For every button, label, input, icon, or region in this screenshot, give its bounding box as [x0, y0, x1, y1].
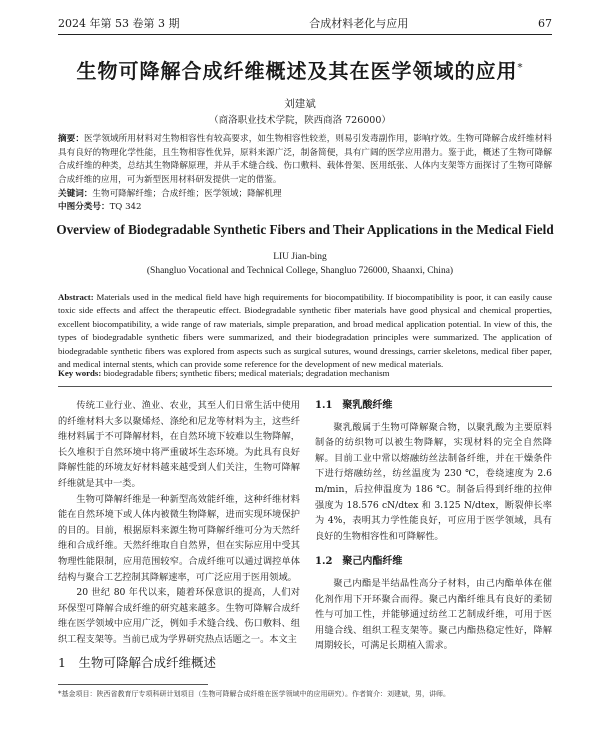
footnote: *基金项目：陕西省教育厅专项科研计划项目（生物可降解合成纤维在医学领域中的应用研究）。作者简介：刘建斌，男，讲师。: [58, 690, 450, 698]
abstract-english: [58, 291, 552, 371]
body-paragraph: 生物可降解纤维是一种新型高效能纤维，这种纤维材料能在自然环境下或人体内被微生物降解，进而实现环境保护的目的。目前，根据原料来源生物可降解纤维可分为天然纤维和合成纤维。天然纤维取自自然界，但在实际应用中受其物理性能限制，应用范围较窄。合成纤维可以通过调控单体结构与聚合工艺控制其降解速率，可广泛应用于医用领域。: [58, 493, 300, 583]
title-footnote-marker: *: [517, 62, 524, 74]
abstract-chinese-label: 摘要：: [58, 134, 85, 144]
right-column: [315, 398, 552, 654]
classification-label: 中图分类号：: [58, 202, 110, 212]
header-rule: [58, 34, 552, 35]
subsection-heading-1-1: 1.1 聚乳酸纤维: [315, 400, 393, 411]
keywords-english-text: biodegradable fibers; synthetic fibers; medical materials; degradation mechanism: [103, 368, 390, 378]
author-english: LIU Jian-bing: [273, 252, 327, 262]
body-paragraph: 传统工业行业、渔业、农业，其至人们日常生活中使用的纤维材料大多以聚烯烃、涤纶和尼龙等材料为主，这些纤维材料属于不可降解材料，在自然环境下较难以生物降解，长久堆积于自然环境中将严重破坏生态环境。为此具有良好降解性能的环境友好材料越来越受到人们关注，生物可降解纤维就是其中一类。: [58, 400, 300, 489]
abstract-english-text: Materials used in the medical field have high requirements for biocompatibility. If biocompatibility is poor, it can easily cause toxic side effects and affect the therapeutic effect. Biodegradable synthetic fiber materials have good physical and chemical properties, excellent biocompatibility, a wide range of raw materials, simple preparation, and broad medical application potential. In view of this, the types of biodegradable synthetic fibers were summarized, and their biodegradation principles were summarized. The application of biodegradable synthetic fibers was explored from aspects such as surgical sutures, wound dressings, carrier skeletons, medical fiber paper, and medical internal stents, which can provide some reference for the development of new medical materials.: [58, 292, 552, 370]
affiliation-english: (Shangluo Vocational and Technical College, Shangluo 726000, Shaanxi, China): [146, 266, 454, 276]
title-english: Overview of Biodegradable Synthetic Fibers and Their Applications in the Medical Field: [56, 222, 554, 237]
subsection-heading-1-2: 1.2 聚己内酯纤维: [315, 556, 403, 568]
keywords-english-label: Key words:: [58, 368, 102, 378]
body-paragraph: 20 世纪 80 年代以来，随着环保意识的提高，人们对环保型可降解合成纤维的研究越来越多。生物可降解合成纤维在医学领域中应用广泛，例如手术缝合线、伤口敷料、组织工程支架等。当前已成为学界研究热点话题之一。本文主: [58, 587, 300, 645]
title-chinese: [0, 55, 600, 84]
abstract-chinese: [58, 133, 552, 187]
abstract-chinese-text: 医学领域所用材料对生物相容性有较高要求，如生物相容性较差，则易引发毒副作用，影响疗效。生物可降解合成纤维材料具有良好的物理化学性能，且生物相容性优异，原料来源广泛，制备简便，具有广阔的医学应用潜力。鉴于此，概述了生物可降解合成纤维的种类，总结其生物降解原理，并从手术缝合线、伤口敷料、载体骨架、医用纸张、人体内支架等方面探讨了生物可降解合成纤维的应用，可为新型医用材料研发提供一定的借鉴。: [58, 134, 552, 185]
keywords-chinese-label: 关键词：: [58, 189, 93, 199]
keywords-english: [58, 368, 552, 378]
classification-number: [58, 201, 552, 214]
section-separator: [58, 386, 552, 387]
journal-name: 合成材料老化与应用: [309, 17, 409, 30]
classification-value: TQ 342: [109, 202, 142, 212]
body-paragraph: 聚乳酸属于生物可降解聚合物，以聚乳酸为主要原料制备的纺织物可以被生物降解，实现材料的完全自然降解。目前工业中常以熔融纺丝法制备纤维，并在干燥条件下进行熔融纺丝，纺丝温度为 230 ℃，卷绕速度为 2.6 m/min，后拉伸温度为 186 ℃。制备后得到纤维的拉伸强度为 18.576 cN/dtex 和 3.125 N/dtex，断裂伸长率为 4%，表明其力学性能良好，可应用于医学领域，具有良好的生物相容性和可降解性。: [315, 421, 552, 542]
abstract-english-label: Abstract:: [58, 292, 94, 302]
affiliation-chinese: （商洛职业技术学院，陕西商洛 726000）: [209, 115, 391, 126]
keywords-chinese: [58, 188, 552, 201]
left-column: [58, 398, 300, 648]
footnote-rule: [58, 684, 208, 685]
author-chinese: 刘建斌: [284, 98, 316, 110]
body-paragraph: 聚己内酯是半结晶性高分子材料，由己内酯单体在催化剂作用下开环聚合而得。聚己内酯纤维具有良好的柔韧性与可加工性，并能够通过纺丝工艺制成纤维，可用于医用缝合线、组织工程支架等。聚己内酯热稳定性好，降解周期较长，可满足长期植入需求。: [315, 577, 552, 652]
title-chinese-text: 生物可降解合成纤维概述及其在医学领域的应用: [76, 59, 518, 83]
issue-label: 2024 年第 53 卷第 3 期: [58, 17, 180, 30]
section-heading-1: 1 生物可降解合成纤维概述: [58, 655, 216, 670]
running-header: [58, 14, 552, 32]
keywords-chinese-text: 生物可降解纤维；合成纤维；医学领域；降解机理: [92, 189, 282, 199]
page-number: 67: [537, 16, 552, 30]
